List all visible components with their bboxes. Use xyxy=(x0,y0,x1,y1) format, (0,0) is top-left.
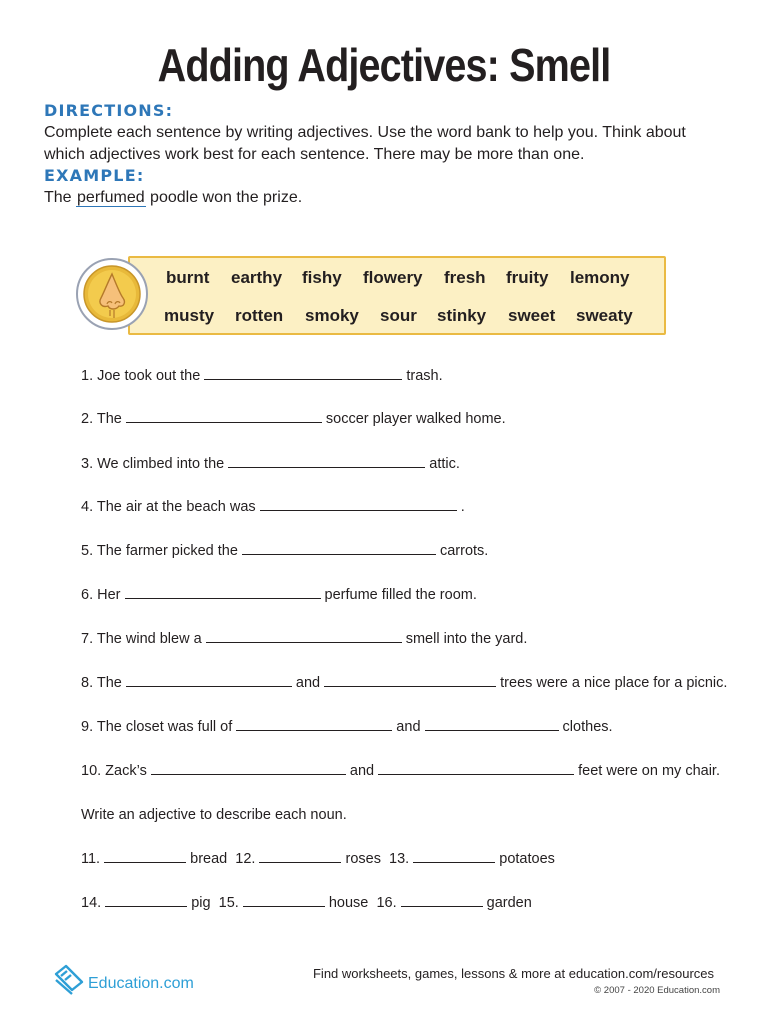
question-text: 6. Her xyxy=(81,587,125,603)
question-3 xyxy=(81,455,460,473)
question-text: . xyxy=(456,499,465,515)
answer-blank[interactable] xyxy=(242,542,436,555)
question-text: and xyxy=(291,675,325,691)
noun-text: house xyxy=(324,895,369,911)
word-bank-word: fruity xyxy=(506,268,549,287)
question-7 xyxy=(81,630,527,648)
question-text: carrots. xyxy=(435,543,489,559)
word-bank-word: fresh xyxy=(444,268,486,287)
answer-blank[interactable] xyxy=(413,850,495,863)
noun-text: pig xyxy=(187,895,211,911)
question-text: trash. xyxy=(402,368,443,384)
word-bank-word: lemony xyxy=(570,268,630,287)
answer-blank[interactable] xyxy=(204,367,402,380)
answer-blank[interactable] xyxy=(425,718,559,731)
question-text: 7. The wind blew a xyxy=(81,631,206,647)
word-bank-word: flowery xyxy=(363,268,423,287)
education-logo-icon xyxy=(52,962,86,996)
answer-blank[interactable] xyxy=(126,674,292,687)
answer-blank[interactable] xyxy=(401,894,483,907)
noun-row-1 xyxy=(81,850,555,868)
word-bank-word: sweaty xyxy=(576,306,633,325)
question-6 xyxy=(81,586,477,604)
question-text: 8. The xyxy=(81,675,126,691)
nose-icon xyxy=(78,260,146,328)
word-bank-word: burnt xyxy=(166,268,210,287)
question-text: 10. Zack’s xyxy=(81,763,151,779)
question-number: 15. xyxy=(218,895,243,911)
answer-blank[interactable] xyxy=(378,762,574,775)
word-bank-word: stinky xyxy=(437,306,487,325)
directions-text-line-1: Complete each sentence by writing adjectives. Use the word bank to help you. Think about xyxy=(44,124,686,141)
question-2 xyxy=(81,410,506,428)
question-text: clothes. xyxy=(558,719,613,735)
word-bank-word: earthy xyxy=(231,268,283,287)
noun-text: bread xyxy=(186,851,228,867)
question-number: 13. xyxy=(389,851,414,867)
question-number: 14. xyxy=(81,895,106,911)
question-text: trees were a nice place for a picnic. xyxy=(496,675,728,691)
question-text: 1. Joe took out the xyxy=(81,368,205,384)
noun-text: roses xyxy=(341,851,381,867)
word-bank-word: smoky xyxy=(305,306,359,325)
answer-blank[interactable] xyxy=(105,894,187,907)
noun-row-2 xyxy=(81,894,532,912)
example-adjective: perfumed xyxy=(77,189,145,206)
word-bank xyxy=(128,256,666,335)
question-text: 4. The air at the beach was xyxy=(81,499,260,515)
noun-text: garden xyxy=(482,895,532,911)
question-5 xyxy=(81,542,488,560)
copyright: © 2007 - 2020 Education.com xyxy=(594,985,720,996)
answer-blank[interactable] xyxy=(125,586,321,599)
word-bank-word: sweet xyxy=(508,306,556,325)
question-number: 16. xyxy=(376,895,401,911)
answer-blank[interactable] xyxy=(151,762,346,775)
noun-text: potatoes xyxy=(495,851,555,867)
question-text: 3. We climbed into the xyxy=(81,456,229,472)
footer-tagline[interactable]: Find worksheets, games, lessons & more at education.com/resources xyxy=(312,966,714,981)
answer-blank[interactable] xyxy=(126,410,322,423)
question-number: 11. xyxy=(81,851,105,867)
directions-label: DIRECTIONS: xyxy=(44,101,174,120)
question-text: feet were on my chair. xyxy=(574,763,720,779)
word-bank-word: fishy xyxy=(302,268,342,287)
word-bank-badge xyxy=(76,258,148,330)
word-bank-word: musty xyxy=(164,306,215,325)
question-text: and xyxy=(392,719,425,735)
question-text: soccer player walked home. xyxy=(321,411,506,427)
example-label: EXAMPLE: xyxy=(44,166,145,185)
example-before: The xyxy=(44,189,77,206)
question-1 xyxy=(81,367,443,385)
answer-blank[interactable] xyxy=(104,850,186,863)
question-number: 12. xyxy=(235,851,260,867)
word-bank-word: sour xyxy=(380,306,417,325)
word-bank-word: rotten xyxy=(235,306,284,325)
question-text: and xyxy=(345,763,379,779)
answer-blank[interactable] xyxy=(259,850,341,863)
brand-name[interactable]: Education.com xyxy=(88,975,194,992)
question-text: 9. The closet was full of xyxy=(81,719,237,735)
directions-text-line-2: which adjectives work best for each sentence. There may be more than one. xyxy=(44,146,585,163)
page-title: Adding Adjectives: Smell xyxy=(157,39,611,91)
answer-blank[interactable] xyxy=(236,718,392,731)
example-sentence xyxy=(44,187,302,209)
question-text: perfume filled the room. xyxy=(320,587,477,603)
answer-blank[interactable] xyxy=(228,455,425,468)
noun-instruction: Write an adjective to describe each noun. xyxy=(81,807,347,823)
answer-blank[interactable] xyxy=(260,498,457,511)
answer-blank[interactable] xyxy=(243,894,325,907)
question-4 xyxy=(81,498,465,516)
question-text: 5. The farmer picked the xyxy=(81,543,242,559)
question-8 xyxy=(81,674,727,692)
question-10 xyxy=(81,762,720,780)
example-after: poodle won the prize. xyxy=(145,189,303,206)
question-text: smell into the yard. xyxy=(401,631,528,647)
question-text: attic. xyxy=(425,456,460,472)
answer-blank[interactable] xyxy=(206,630,402,643)
question-text: 2. The xyxy=(81,411,126,427)
answer-blank[interactable] xyxy=(324,674,496,687)
question-9 xyxy=(81,718,613,736)
